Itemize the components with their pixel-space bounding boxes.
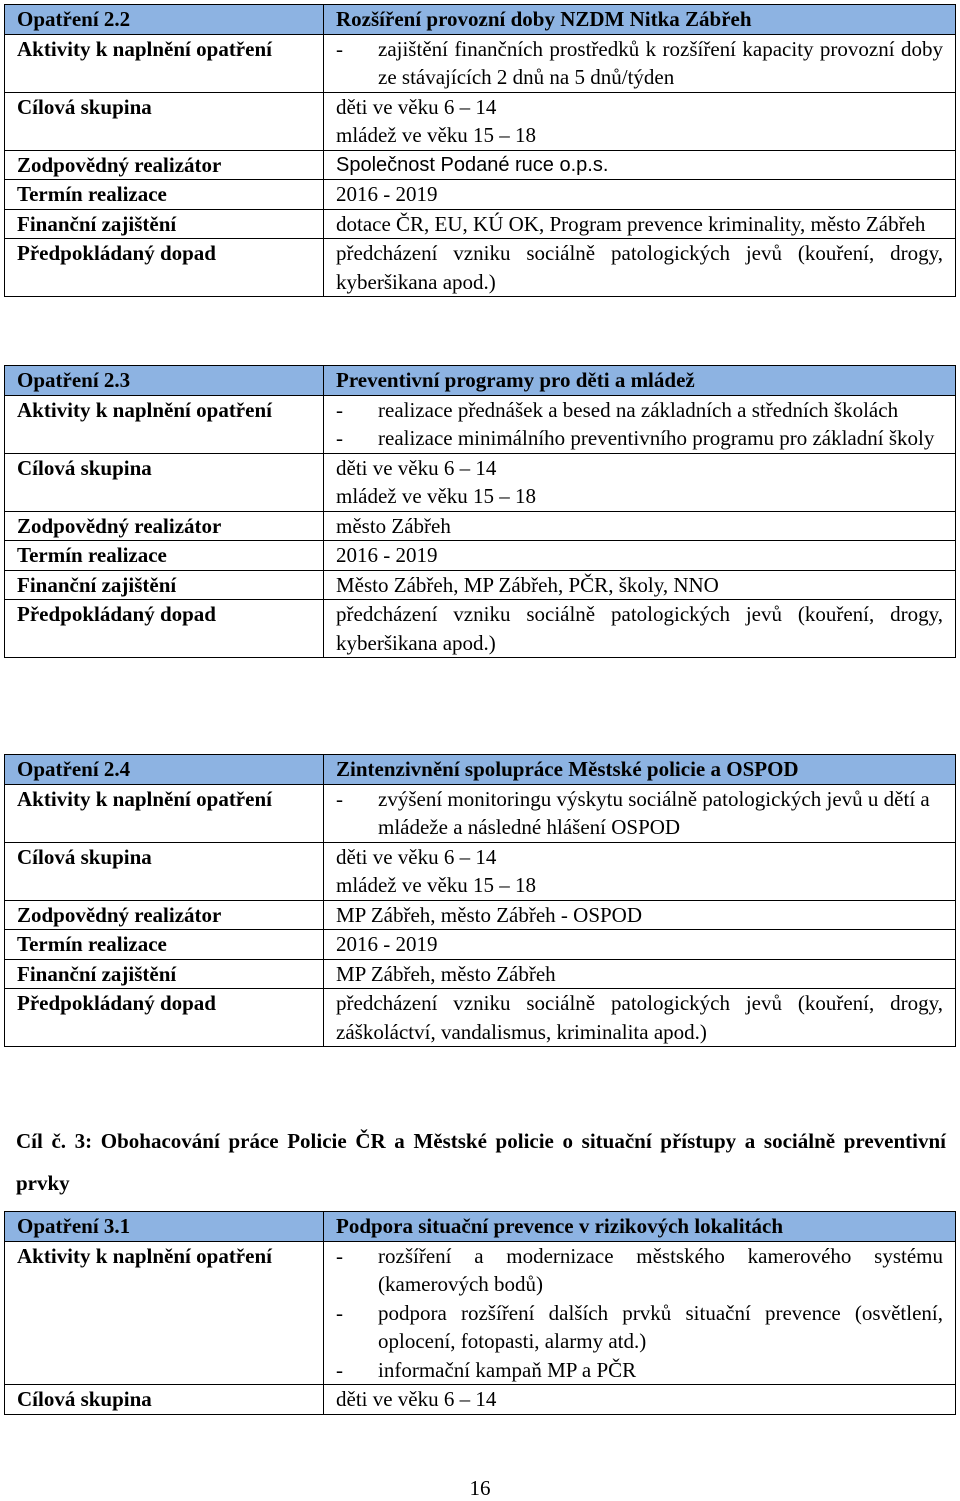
target-item: mládež ve věku 15 – 18 (336, 484, 537, 508)
impact-value: předcházení vzniku sociálně patologických jevů (kouření, drogy, kyberšikana apod.) (324, 239, 956, 297)
target-item: děti ve věku 6 – 14 (336, 844, 497, 869)
impact-row (5, 989, 956, 1047)
activities-list (336, 1242, 943, 1385)
measure-header-row (5, 1212, 956, 1242)
term-row (5, 180, 956, 210)
responsible-label: Zodpovědný realizátor (5, 900, 324, 930)
target-row (5, 1385, 956, 1415)
activities-row (5, 395, 956, 453)
impact-row (5, 239, 956, 297)
funding-value: MP Zábřeh, město Zábřeh (324, 959, 956, 989)
activity-item: - podpora rozšíření dalších prvků situační prevence (osvětlení, oplocení, fotopasti, alarmy atd.) (336, 1300, 943, 1353)
activity-item: - informační kampaň MP a PČR (336, 1357, 637, 1382)
impact-row (5, 600, 956, 658)
activities-label: Aktivity k naplnění opatření (5, 34, 324, 92)
measure-table-2-2 (4, 4, 956, 297)
activities-label: Aktivity k naplnění opatření (5, 395, 324, 453)
impact-value: předcházení vzniku sociálně patologických jevů (kouření, drogy, kyberšikana apod.) (324, 600, 956, 658)
term-row (5, 930, 956, 960)
term-label: Termín realizace (5, 541, 324, 571)
target-label: Cílová skupina (5, 92, 324, 150)
term-row (5, 541, 956, 571)
activity-item: - rozšíření a modernizace městského kamerového systému (kamerových bodů) (336, 1243, 943, 1296)
target-item: děti ve věku 6 – 14 (336, 94, 497, 119)
activities-list (336, 396, 943, 453)
measure-table-2-4 (4, 754, 956, 1047)
target-item: děti ve věku 6 – 14 (336, 455, 497, 480)
goal-heading: Cíl č. 3: Obohacování práce Policie ČR a Městské policie o situační přístupy a sociálně preventivní prvky (16, 1129, 946, 1195)
measure-name: Podpora situační prevence v rizikových lokalitách (324, 1212, 956, 1242)
term-value: 2016 - 2019 (324, 541, 956, 571)
activities-row (5, 1241, 956, 1385)
activities-label: Aktivity k naplnění opatření (5, 784, 324, 842)
responsible-label: Zodpovědný realizátor (5, 150, 324, 180)
impact-value: předcházení vzniku sociálně patologických jevů (kouření, drogy, záškoláctví, vandalismus, kriminalita apod.) (324, 989, 956, 1047)
measure-header-row (5, 366, 956, 396)
term-value: 2016 - 2019 (324, 180, 956, 210)
funding-label: Finanční zajištění (5, 209, 324, 239)
impact-label: Předpokládaný dopad (5, 989, 324, 1047)
target-item: mládež ve věku 15 – 18 (336, 873, 537, 897)
responsible-row (5, 900, 956, 930)
target-item: mládež ve věku 15 – 18 (336, 123, 537, 147)
funding-row (5, 570, 956, 600)
measure-table-3-1 (4, 1211, 956, 1415)
responsible-value: MP Zábřeh, město Zábřeh - OSPOD (324, 900, 956, 930)
term-label: Termín realizace (5, 180, 324, 210)
target-label: Cílová skupina (5, 1385, 324, 1415)
target-label: Cílová skupina (5, 453, 324, 511)
activities-list (336, 35, 943, 92)
activity-item: - realizace přednášek a besed na základních a středních školách (336, 397, 899, 422)
activities-list (336, 785, 943, 842)
activity-item: - zajištění finančních prostředků k rozšíření kapacity provozní doby ze stávajících 2 dnů na 5 dnů/týden (336, 36, 943, 89)
target-row (5, 92, 956, 150)
responsible-row (5, 511, 956, 541)
funding-row (5, 959, 956, 989)
term-value: 2016 - 2019 (324, 930, 956, 960)
target-item: děti ve věku 6 – 14 (336, 1387, 497, 1411)
measure-name: Preventivní programy pro děti a mládež (324, 366, 956, 396)
target-row (5, 453, 956, 511)
activities-row (5, 784, 956, 842)
target-row (5, 842, 956, 900)
measure-header-row (5, 755, 956, 785)
responsible-row (5, 150, 956, 180)
measure-number: Opatření 2.2 (5, 5, 324, 35)
impact-label: Předpokládaný dopad (5, 239, 324, 297)
measure-name: Zintenzivnění spolupráce Městské policie a OSPOD (324, 755, 956, 785)
responsible-value: Společnost Podané ruce o.p.s. (324, 150, 956, 180)
funding-value: dotace ČR, EU, KÚ OK, Program prevence kriminality, město Zábřeh (324, 209, 956, 239)
activity-item: - zvýšení monitoringu výskytu sociálně patologických jevů u dětí a mládeže a následné hlášení OSPOD (336, 786, 930, 839)
funding-label: Finanční zajištění (5, 959, 324, 989)
measure-name: Rozšíření provozní doby NZDM Nitka Zábřeh (324, 5, 956, 35)
responsible-label: Zodpovědný realizátor (5, 511, 324, 541)
page-number: 16 (469, 1476, 491, 1500)
measure-number: Opatření 3.1 (5, 1212, 324, 1242)
target-label: Cílová skupina (5, 842, 324, 900)
responsible-value: město Zábřeh (324, 511, 956, 541)
activities-row (5, 34, 956, 92)
term-label: Termín realizace (5, 930, 324, 960)
funding-value: Město Zábřeh, MP Zábřeh, PČR, školy, NNO (324, 570, 956, 600)
impact-label: Předpokládaný dopad (5, 600, 324, 658)
measure-header-row (5, 5, 956, 35)
measure-number: Opatření 2.3 (5, 366, 324, 396)
measure-table-2-3 (4, 365, 956, 658)
activity-item: - realizace minimálního preventivního programu pro základní školy (336, 426, 935, 450)
funding-label: Finanční zajištění (5, 570, 324, 600)
activities-label: Aktivity k naplnění opatření (5, 1241, 324, 1385)
measure-number: Opatření 2.4 (5, 755, 324, 785)
funding-row (5, 209, 956, 239)
